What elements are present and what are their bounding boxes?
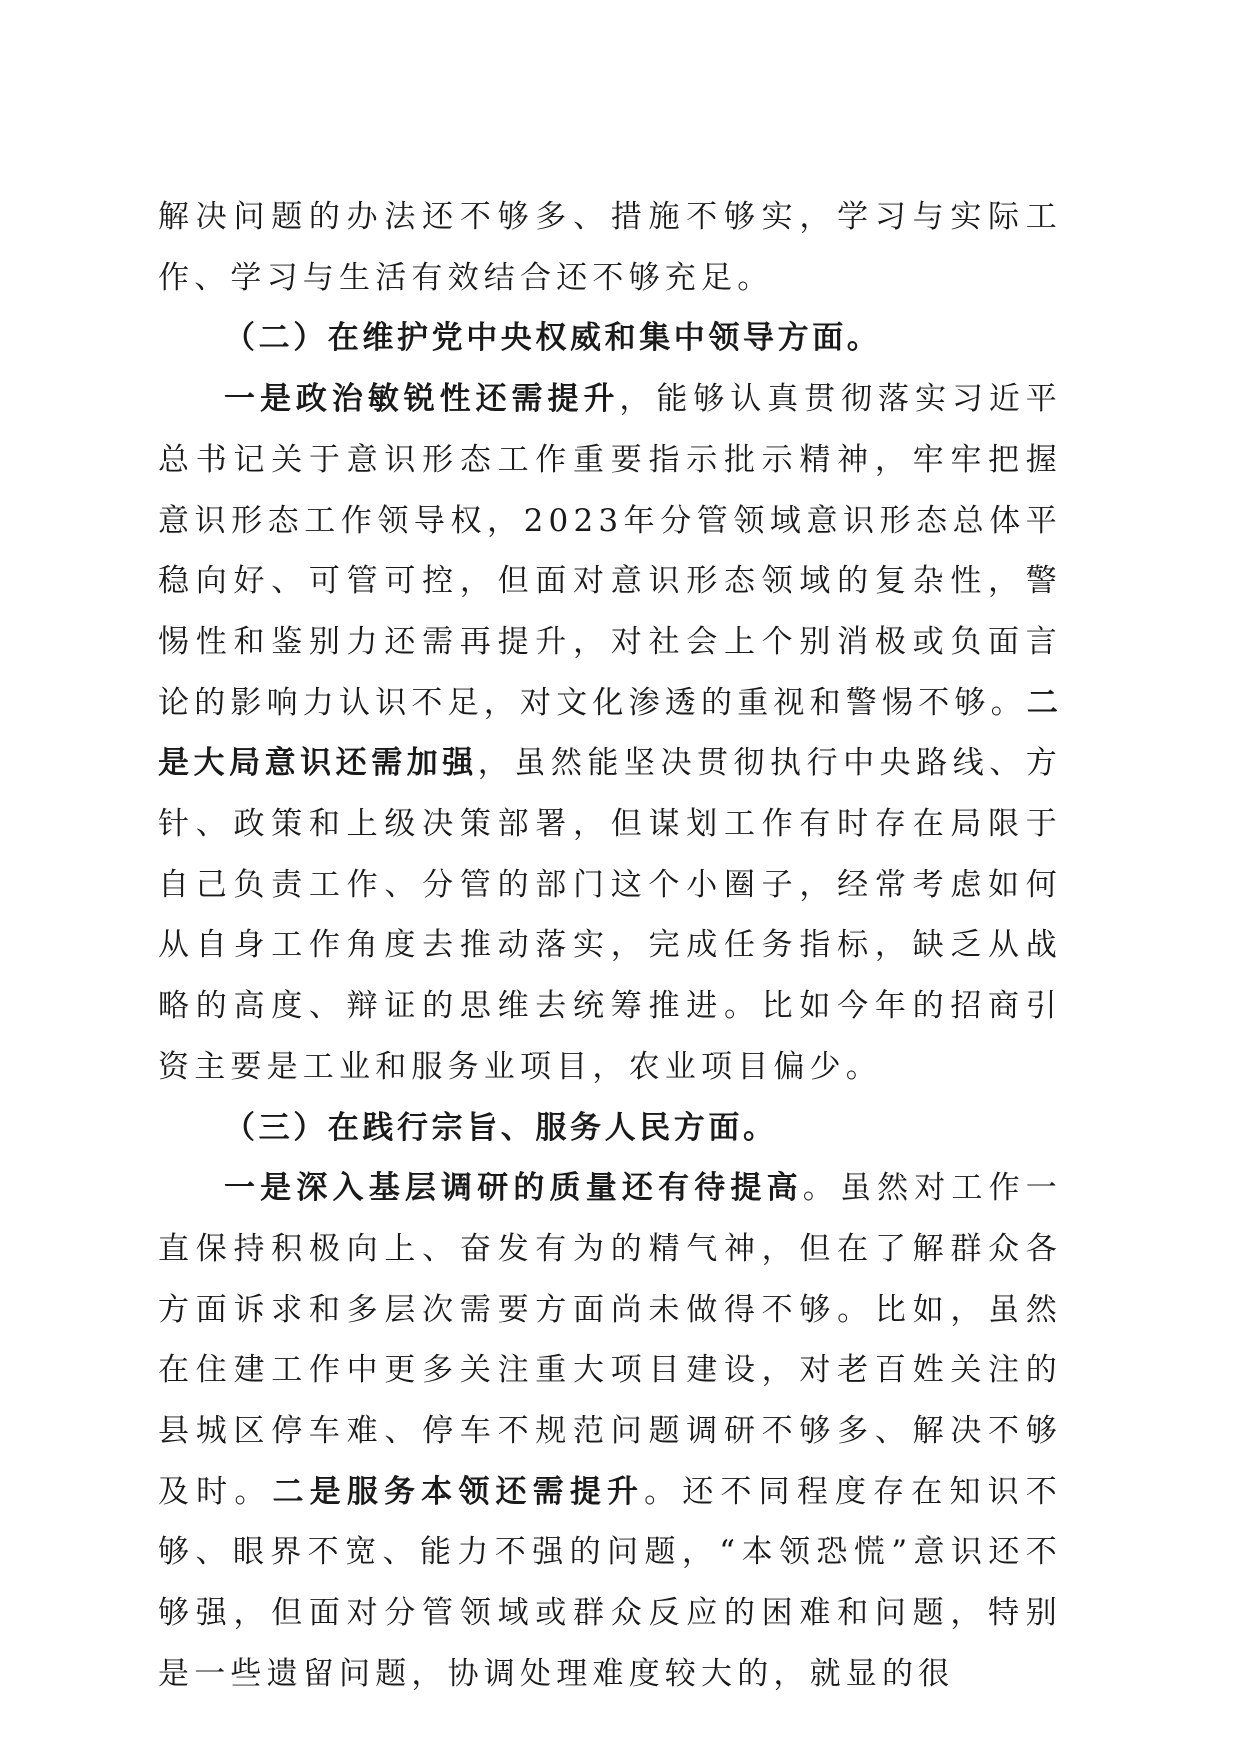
section-heading-2: （二）在维护党中央权威和集中领导方面。 xyxy=(224,320,882,357)
paragraph-text: 解决问题的办法还不够多、措施不够实，学习与实际工作、学习与生活有效结合还不够充足。 xyxy=(158,199,1062,296)
bold-lead-text: 二是服务本领还需提升 xyxy=(272,1473,645,1510)
document-body xyxy=(158,187,1062,1705)
paragraph-grassroots-research xyxy=(158,1158,1062,1704)
paragraph-continuation xyxy=(158,187,1062,308)
bold-lead-text: 二是大局意识还需加强 xyxy=(158,684,1063,782)
paragraph-text: 。虽然对工作一直保持积极向上、奋发有为的精气神，但在了解群众各方面诉求和多层次需要方面尚未做得不够。比如，虽然在住建工作中更多关注重大项目建设，对老百姓关注的县城区停车难、停车不规范问题调研不够多、解决不够及时。 xyxy=(158,1170,1062,1510)
bold-lead-text: 一是政治敏锐性还需提升 xyxy=(224,381,620,418)
paragraph-political-sensitivity xyxy=(158,369,1062,1097)
paragraph-text: 。还不同程度存在知识不够、眼界不宽、能力不强的问题，“本领恐慌”意识还不够强，但面对分管领域或群众反应的困难和问题，特别是一些遗留问题，协调处理难度较大的，就显的很 xyxy=(158,1473,1063,1692)
section-heading-3: （三）在践行宗旨、服务人民方面。 xyxy=(224,1109,778,1146)
paragraph-text: ，虽然能坚决贯彻执行中央路线、方针、政策和上级决策部署，但谋划工作有时存在局限于自己负责工作、分管的部门这个小圈子，经常考虑如何从自身工作角度去推动落实，完成任务指标，缺乏从战略的高度、辩证的思维去统筹推进。比如今年的招商引资主要是工业和服务业项目，农业项目偏少。 xyxy=(158,745,1062,1085)
paragraph-text: ，能够认真贯彻落实习近平总书记关于意识形态工作重要指示批示精神，牢牢把握意识形态工作领导权，2023年分管领域意识形态总体平稳向好、可管可控，但面对意识形态领域的复杂性，警惕性和鉴别力还需再提升，对社会上个别消极或负面言论的影响力认识不足，对文化渗透的重视和警惕不够。 xyxy=(158,381,1063,721)
bold-lead-text: 一是深入基层调研的质量还有待提高 xyxy=(224,1170,803,1207)
